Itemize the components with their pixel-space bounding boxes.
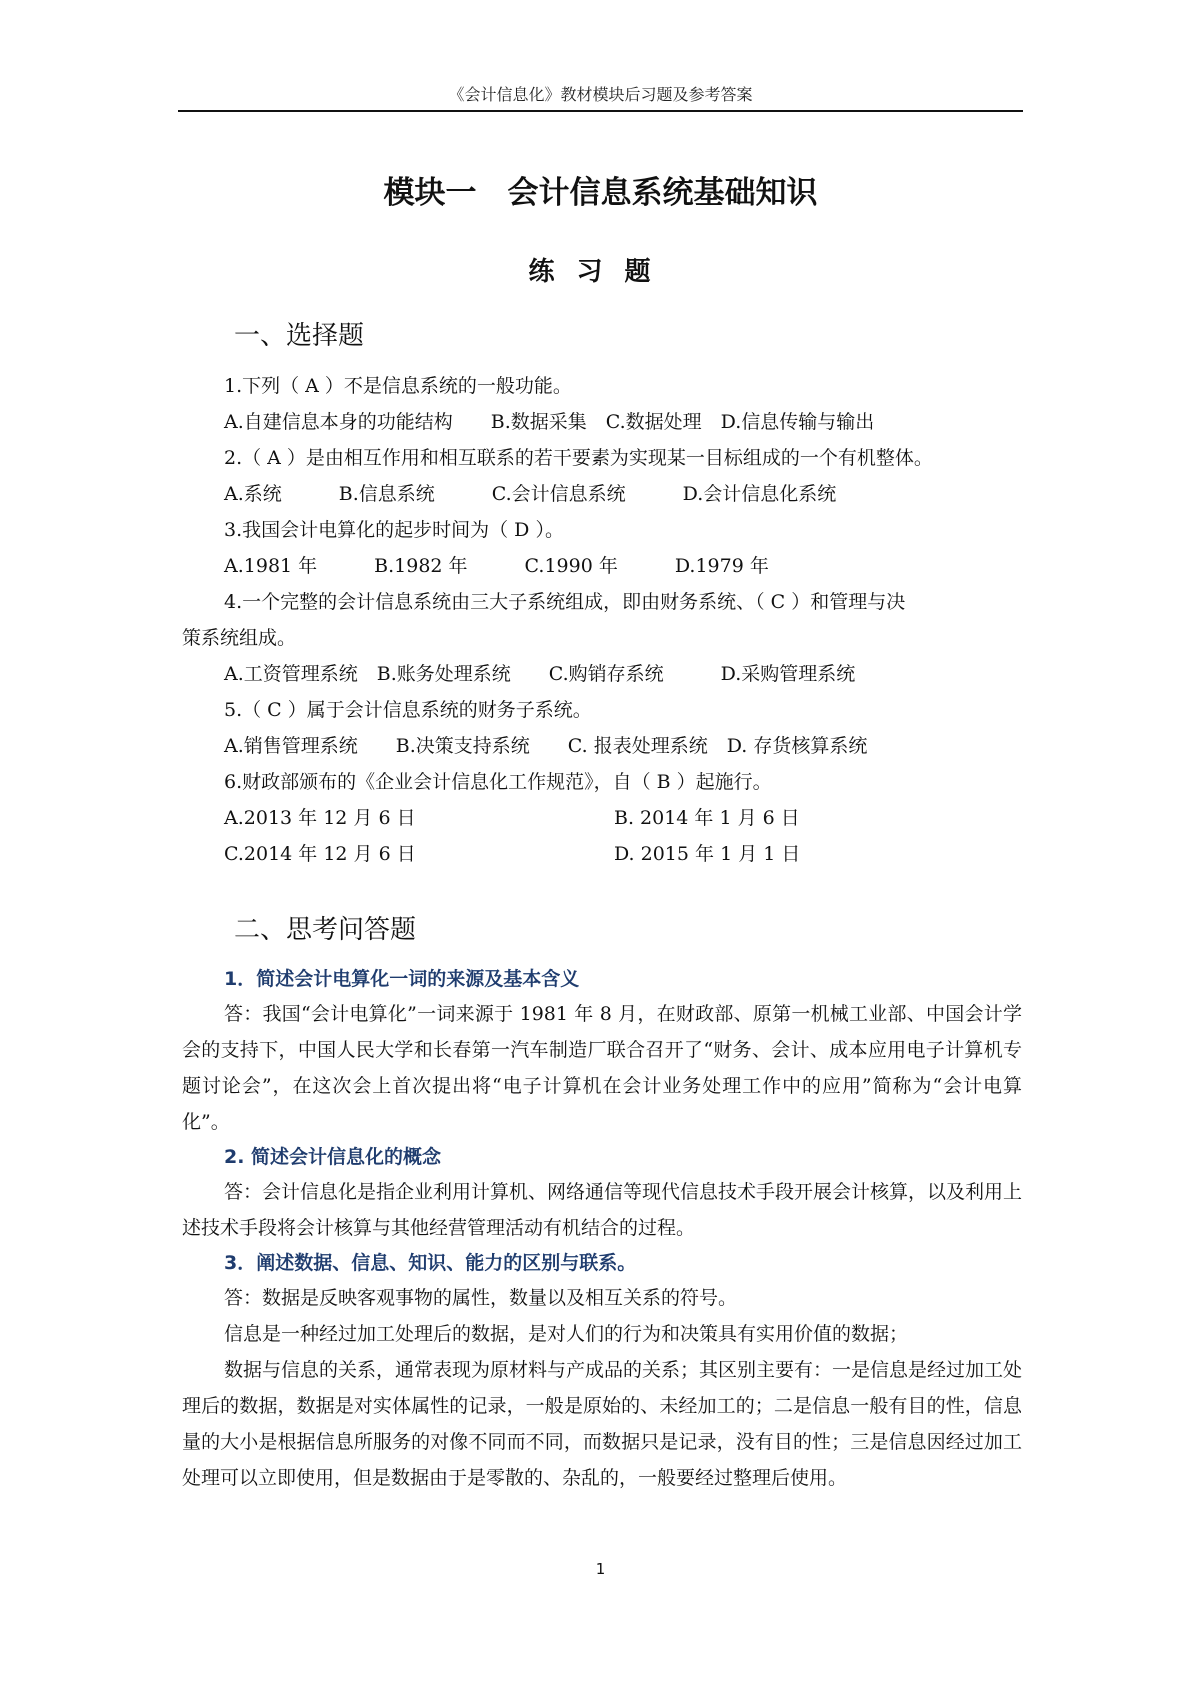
option-line: A.工资管理系统 B.账务处理系统 C.购销存系统 D.采购管理系统 bbox=[224, 663, 856, 685]
qa-answer: 答：数据是反映客观事物的属性，数量以及相互关系的符号。 bbox=[224, 1287, 738, 1309]
question-line-continued: 策系统组成。 bbox=[182, 627, 297, 649]
option-row bbox=[182, 800, 1022, 836]
option-c: C.2014 年 12 月 6 日 bbox=[224, 843, 416, 865]
content-body bbox=[182, 318, 1022, 1496]
qa-answer: 答：会计信息化是指企业利用计算机、网络通信等现代信息技术手段开展会计核算，以及利用上述技术手段将会计核算与其他经营管理活动有机结合的过程。 bbox=[182, 1181, 1023, 1239]
qa-question-title: 2. 简述会计信息化的概念 bbox=[224, 1146, 442, 1168]
page-number: 1 bbox=[595, 1560, 606, 1578]
option-line: A.1981 年 B.1982 年 C.1990 年 D.1979 年 bbox=[224, 555, 769, 577]
qa-answer: 数据与信息的关系，通常表现为原材料与产成品的关系；其区别主要有：一是信息是经过加工处理后的数据，数据是对实体属性的记录，一般是原始的、未经加工的；二是信息一般有目的性，信息量的大小是根据信息所服务的对像不同而不同，而数据只是记录，没有目的性；三是信息因经过加工处理可以立即使用，但是数据由于是零散的、杂乱的，一般要经过整理后使用。 bbox=[182, 1359, 1023, 1489]
question-line: 2.（ A ）是由相互作用和相互联系的若干要素为实现某一目标组成的一个有机整体。 bbox=[224, 447, 933, 469]
page-header: 《会计信息化》教材模块后习题及参考答案 bbox=[448, 85, 753, 104]
qa-question-title: 3．阐述数据、信息、知识、能力的区别与联系。 bbox=[224, 1252, 637, 1274]
option-a: A.2013 年 12 月 6 日 bbox=[224, 807, 416, 829]
question-line: 6.财政部颁布的《企业会计信息化工作规范》，自（ B ）起施行。 bbox=[224, 771, 772, 793]
option-b: B. 2014 年 1 月 6 日 bbox=[614, 807, 800, 829]
qa-answer: 答：我国“会计电算化”一词来源于 1981 年 8 月，在财政部、原第一机械工业部、中国会计学会的支持下，中国人民大学和长春第一汽车制造厂联合召开了“财务、会计、成本应用电子计算机专题讨论会”，在这次会上首次提出将“电子计算机在会计业务处理工作中的应用”简称为“会计电算化”。 bbox=[182, 1003, 1022, 1133]
header-divider bbox=[178, 110, 1023, 112]
option-row bbox=[182, 836, 1022, 872]
qa-answer: 信息是一种经过加工处理后的数据，是对人们的行为和决策具有实用价值的数据； bbox=[224, 1323, 909, 1345]
question-line: 4.一个完整的会计信息系统由三大子系统组成，即由财务系统、（ C ）和管理与决 bbox=[224, 591, 906, 613]
question-line: 5.（ C ）属于会计信息系统的财务子系统。 bbox=[224, 699, 592, 721]
qa-question-title: 1．简述会计电算化一词的来源及基本含义 bbox=[224, 968, 580, 990]
option-line: A.销售管理系统 B.决策支持系统 C. 报表处理系统 D. 存货核算系统 bbox=[224, 735, 868, 757]
question-line: 1.下列（ A ）不是信息系统的一般功能。 bbox=[224, 375, 572, 397]
exercise-title: 练习题 bbox=[528, 257, 673, 287]
question-line: 3.我国会计电算化的起步时间为（ D ）。 bbox=[224, 519, 564, 541]
option-d: D. 2015 年 1 月 1 日 bbox=[614, 843, 801, 865]
module-title: 模块一 会计信息系统基础知识 bbox=[383, 175, 818, 211]
section-heading-qa: 二、思考问答题 bbox=[234, 915, 417, 945]
option-line: A.系统 B.信息系统 C.会计信息系统 D.会计信息化系统 bbox=[224, 483, 837, 505]
section-heading-choice: 一、选择题 bbox=[234, 321, 365, 351]
option-line: A.自建信息本身的功能结构 B.数据采集 C.数据处理 D.信息传输与输出 bbox=[224, 411, 875, 433]
